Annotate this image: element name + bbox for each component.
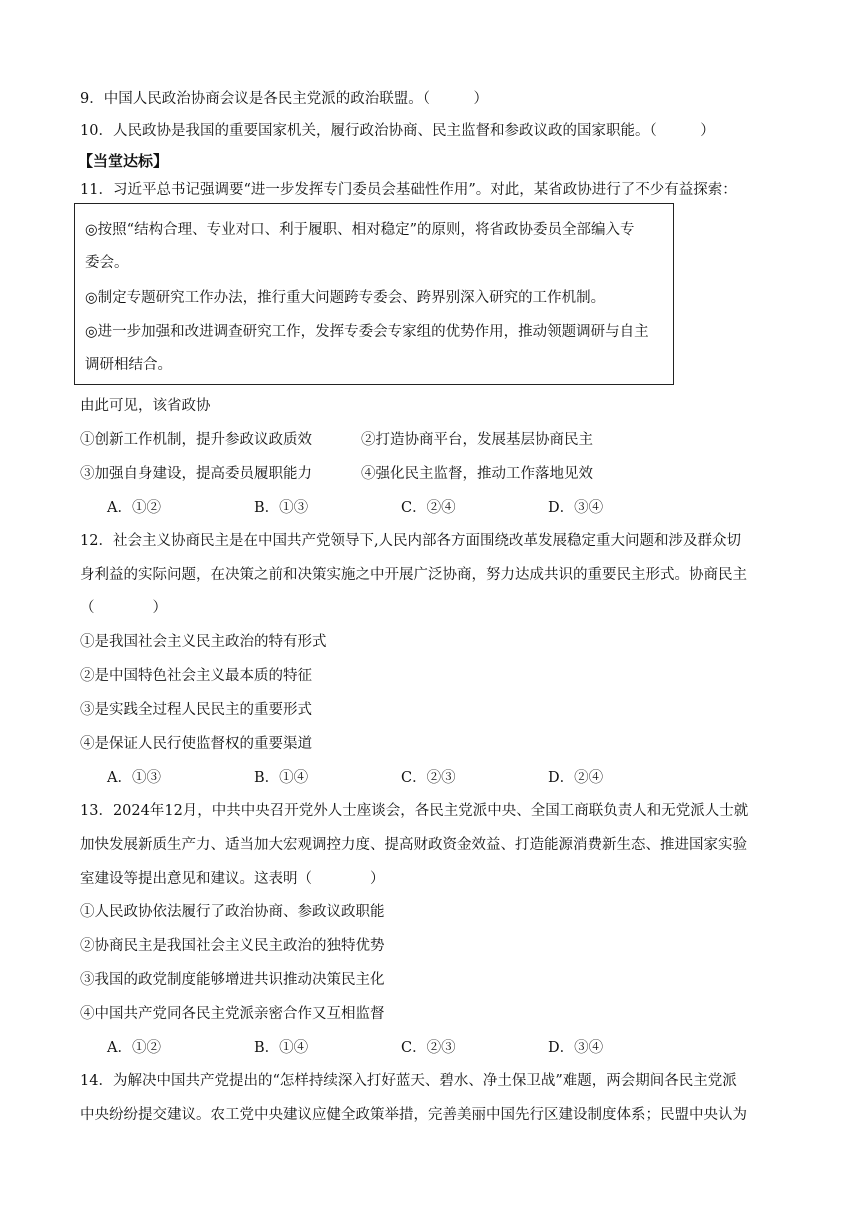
box-line: ◎按照“结构合理、专业对口、利于履职、相对稳定”的原则，将省政协委员全部编入专 [85, 222, 635, 238]
option-a: A．①② [107, 1040, 161, 1056]
option-a: A．①② [107, 500, 161, 516]
question-12-item: ②是中国特色社会主义最本质的特征 [80, 668, 312, 684]
item: ④强化民主监督，推动工作落地见效 [361, 466, 593, 482]
option-b: B．①④ [254, 770, 309, 786]
item: ②打造协商平台，发展基层协商民主 [361, 432, 593, 448]
question-13-stem: 13．2024年12月，中共中央召开党外人士座谈会，各民主党派中央、全国工商联负责人和无党派人士就 [80, 803, 749, 819]
question-12-options [107, 768, 603, 788]
option-c: C．②③ [401, 1040, 456, 1056]
question-12-item: ④是保证人民行使监督权的重要渠道 [80, 736, 312, 752]
section-heading: 【当堂达标】 [78, 152, 169, 170]
question-13-item: ①人民政协依法履行了政治协商、参政议政职能 [80, 904, 385, 920]
question-12-stem: 身利益的实际问题，在决策之前和决策实施之中开展广泛协商，努力达成共识的重要民主形式。协商民主 [80, 567, 747, 583]
option-c: C．②④ [401, 500, 456, 516]
question-11-items-row1 [80, 430, 593, 450]
item: ①创新工作机制，提升参政议政质效 [80, 432, 312, 448]
question-11-options [107, 498, 603, 518]
question-13-stem: 加快发展新质生产力、适当加大宏观调控力度、提高财政资金效益、打造能源消费新生态、推进国家实验 [80, 837, 747, 853]
question-14-stem: 14．为解决中国共产党提出的“怎样持续深入打好蓝天、碧水、净土保卫战”难题，两会期间各民主党派 [80, 1073, 737, 1089]
question-12-item: ③是实践全过程人民民主的重要形式 [80, 702, 312, 718]
box-line: ◎制定专题研究工作办法，推行重大问题跨专委会、跨界别深入研究的工作机制。 [85, 290, 606, 306]
question-13-options [107, 1038, 603, 1058]
option-d: D．③④ [548, 1040, 604, 1056]
question-9: 9．中国人民政治协商会议是各民主党派的政治联盟。（ ） [80, 91, 488, 107]
material-box [74, 203, 674, 385]
box-line: ◎进一步加强和改进调查研究工作，发挥专委会专家组的优势作用，推动领题调研与自主 [85, 324, 649, 340]
question-13-stem: 室建设等提出意见和建议。这表明（ ） [80, 871, 385, 887]
question-13-item: ②协商民主是我国社会主义民主政治的独特优势 [80, 938, 385, 954]
question-12-stem: 12．社会主义协商民主是在中国共产党领导下,人民内部各方面围绕改革发展稳定重大问题和涉及群众切 [80, 533, 742, 549]
question-13-item: ③我国的政党制度能够增进共识推动决策民主化 [80, 972, 385, 988]
option-c: C．②③ [401, 770, 456, 786]
question-12-item: ①是我国社会主义民主政治的特有形式 [80, 634, 327, 650]
option-d: D．②④ [548, 770, 604, 786]
question-11-lead: 由此可见，该省政协 [80, 398, 211, 414]
item: ③加强自身建设，提高委员履职能力 [80, 466, 312, 482]
question-14-stem: 中央纷纷提交建议。农工党中央建议应健全政策举措，完善美丽中国先行区建设制度体系；民盟中央认为 [80, 1107, 747, 1123]
question-12-stem: （ ） [80, 600, 167, 616]
question-11-stem: 11．习近平总书记强调要“进一步发挥专门委员会基础性作用”。对此，某省政协进行了不少有益探索： [80, 182, 737, 198]
question-13-item: ④中国共产党同各民主党派亲密合作又互相监督 [80, 1006, 385, 1022]
option-b: B．①④ [254, 1040, 309, 1056]
box-line: 委会。 [85, 255, 129, 271]
option-a: A．①③ [107, 770, 161, 786]
option-b: B．①③ [254, 500, 309, 516]
option-d: D．③④ [548, 500, 604, 516]
box-line: 调研相结合。 [85, 357, 172, 373]
question-11-items-row2 [80, 464, 593, 484]
question-10: 10．人民政协是我国的重要国家机关，履行政治协商、民主监督和参政议政的国家职能。（ ） [80, 123, 715, 139]
